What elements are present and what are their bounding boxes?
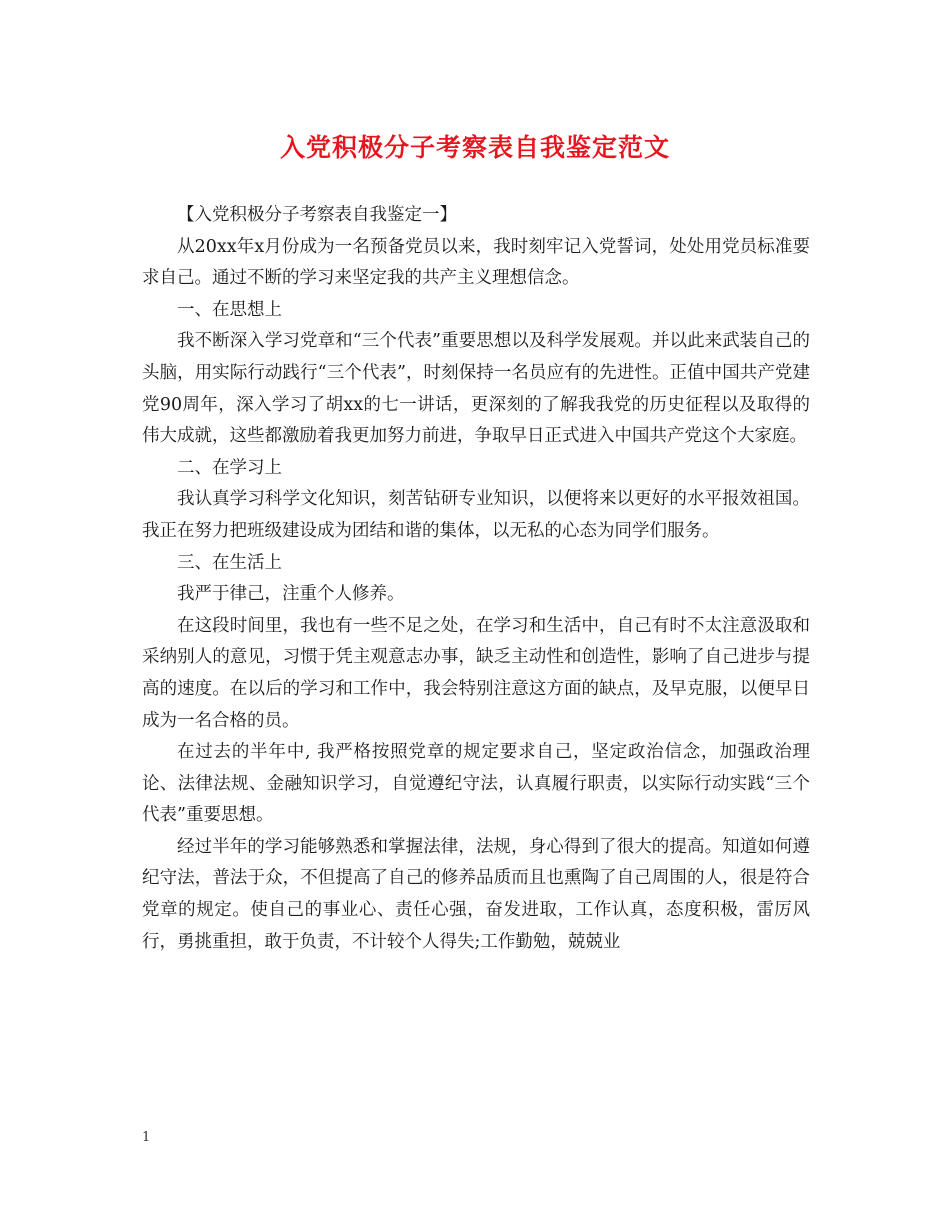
subheading-life: 三、在生活上 [177, 552, 282, 573]
paragraph: 经过半年的学习能够熟悉和掌握法律，法规，身心得到了很大的提高。知道如何遵纪守法，普法于众，不但提高了自己的修养品质而且也熏陶了自己周围的人，很是符合党章的规定。使自己的事业心、责任心强，奋发进取，工作认真，态度积极，雷厉风行，勇挑重担，敢于负责，不计较个人得失;工作勤勉，兢兢业 [142, 836, 810, 952]
paragraph: 我不断深入学习党章和“三个代表”重要思想以及科学发展观。并以此来武装自己的头脑，用实际行动践行“三个代表”，时刻保持一名员应有的先进性。正值中国共产党建党90周年，深入学习了胡xx的七一讲话，更深刻的了解我我党的历史征程以及取得的伟大成就，这些都激励着我更加努力前进，争取早日正式进入中国共产党这个大家庭。 [142, 331, 810, 447]
paragraph: 我严于律己，注重个人修养。 [177, 584, 405, 605]
document-title: 入党积极分子考察表自我鉴定范文 [279, 133, 670, 162]
paragraph: 从20xx年x月份成为一名预备党员以来，我时刻牢记入党誓词，处处用党员标准要求自己。通过不断的学习来坚定我的共产主义理想信念。 [142, 236, 810, 289]
section-heading: 【入党积极分子考察表自我鉴定一】 [177, 205, 457, 225]
page-number: 1 [142, 1130, 151, 1145]
paragraph: 我认真学习科学文化知识，刻苦钻研专业知识，以便将来以更好的水平报效祖国。我正在努力把班级建设成为团结和谐的集体，以无私的心态为同学们服务。 [142, 489, 810, 541]
subheading-study: 二、在学习上 [177, 457, 282, 478]
document-body [142, 200, 810, 958]
paragraph: 在过去的半年中, 我严格按照党章的规定要求自己，坚定政治信念，加强政治理论、法律法规、金融知识学习，自觉遵纪守法，认真履行职责，以实际行动实践“三个代表”重要思想。 [142, 742, 810, 826]
paragraph: 在这段时间里，我也有一些不足之处，在学习和生活中，自己有时不太注意汲取和采纳别人的意见，习惯于凭主观意志办事，缺乏主动性和创造性，影响了自己进步与提高的速度。在以后的学习和工作中，我会特别注意这方面的缺点，及早克服，以便早日成为一名合格的员。 [142, 615, 810, 731]
subheading-thought: 一、在思想上 [177, 299, 282, 320]
